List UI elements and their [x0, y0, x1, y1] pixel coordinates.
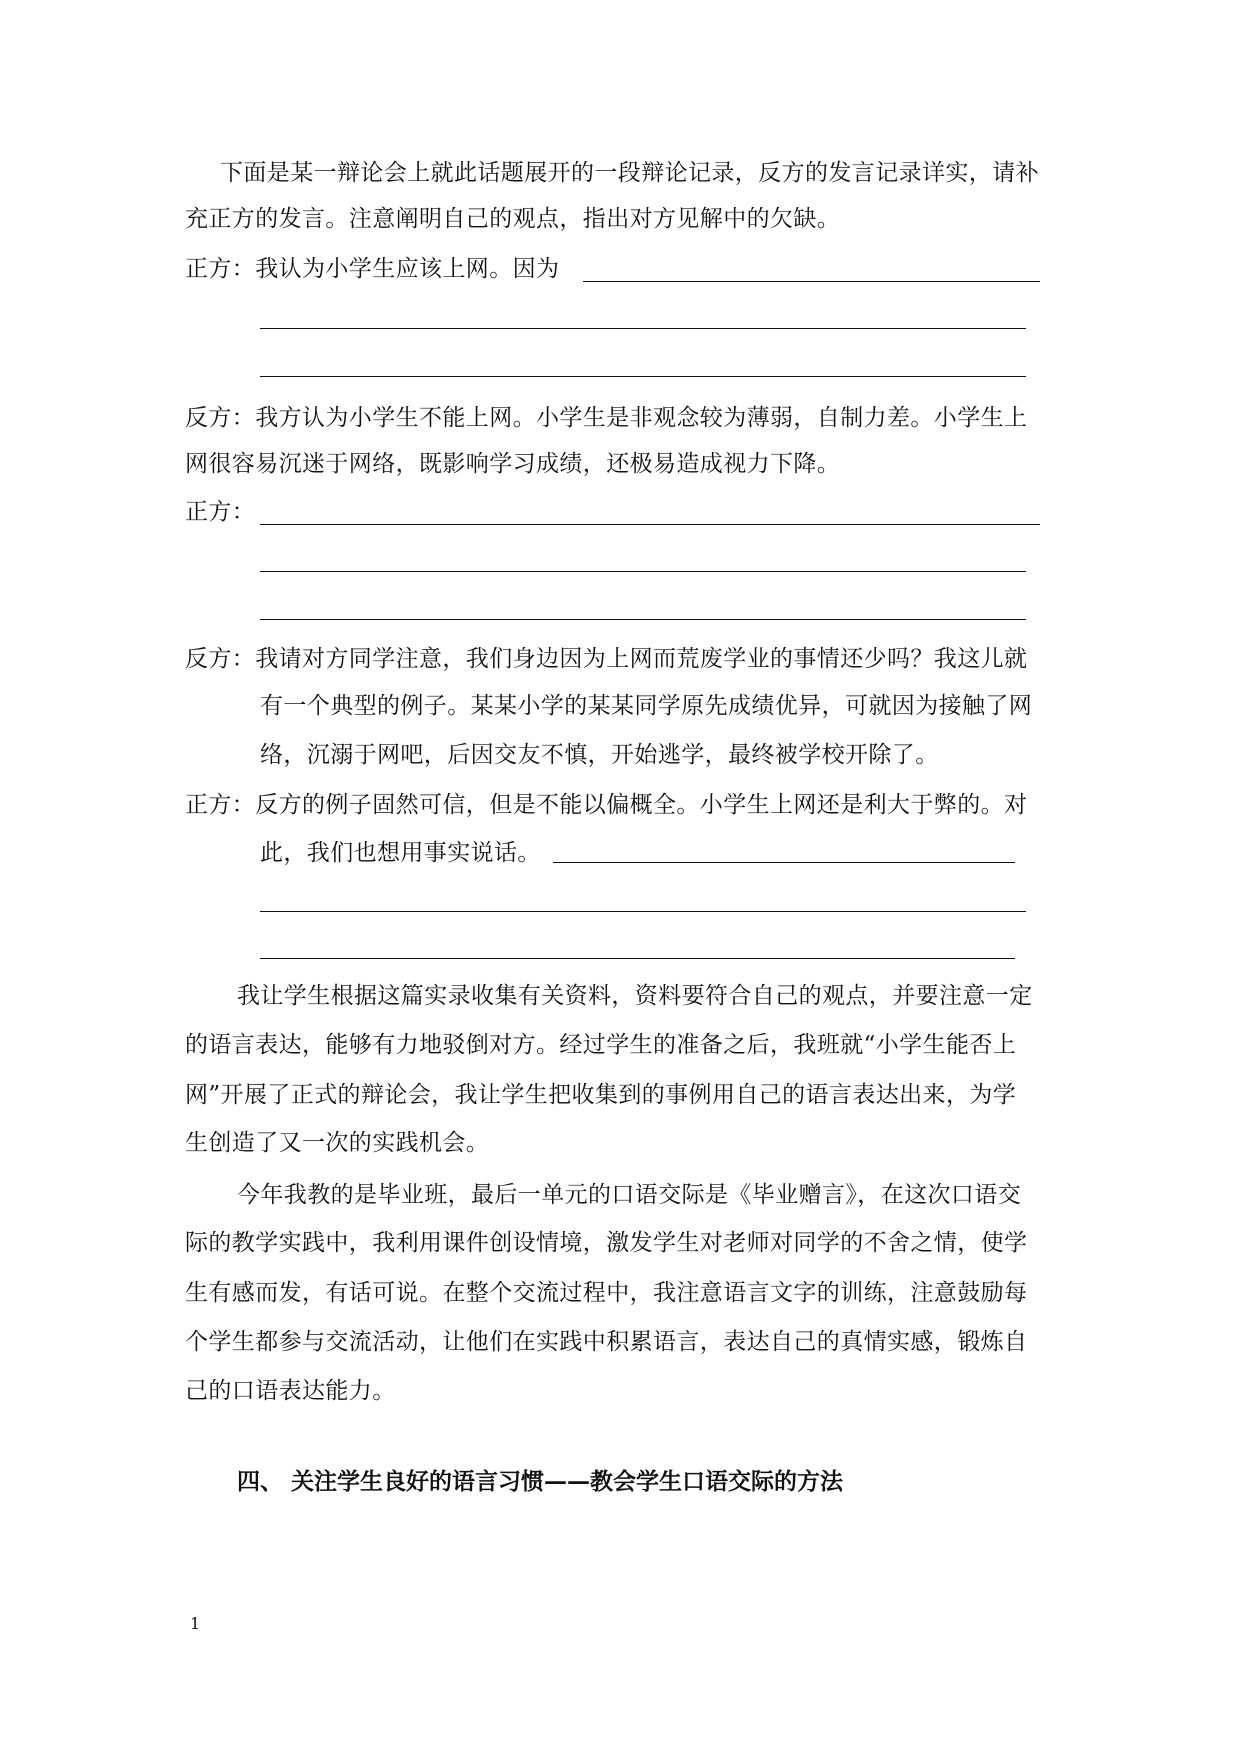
answer-blank-line[interactable] [260, 328, 1026, 329]
answer-blank-line[interactable] [260, 524, 1040, 525]
paragraph-1-line-4: 生创造了又一次的实践机会。 [185, 1130, 490, 1156]
answer-blank-line[interactable] [553, 862, 1015, 863]
answer-blank-line[interactable] [260, 911, 1026, 912]
paragraph-2-line-2: 际的教学实践中，我利用课件创设情境，激发学生对老师对同学的不舍之情，使学 [185, 1230, 1028, 1256]
page-number: 1 [190, 1614, 201, 1633]
paragraph-1-line-2: 的语言表达，能够有力地驳倒对方。经过学生的准备之后，我班就“小学生能否上 [185, 1032, 1017, 1058]
pro-statement-3-line-1: 正方：反方的例子固然可信，但是不能以偏概全。小学生上网还是利大于弊的。对 [185, 792, 1028, 818]
paragraph-2-line-5: 己的口语表达能力。 [185, 1378, 396, 1404]
intro-line-2: 充正方的发言。注意阐明自己的观点，指出对方见解中的欠缺。 [185, 206, 841, 232]
paragraph-1-line-3: 网”开展了正式的辩论会，我让学生把收集到的事例用自己的语言表达出来，为学 [185, 1082, 1017, 1108]
pro-statement-3-line-2: 此，我们也想用事实说话。 [260, 840, 541, 866]
pro-statement-1: 正方：我认为小学生应该上网。因为 [185, 256, 560, 282]
con-statement-1-line-1: 反方：我方认为小学生不能上网。小学生是非观念较为薄弱，自制力差。小学生上 [185, 405, 1028, 431]
con-statement-1-line-2: 网很容易沉迷于网络，既影响学习成绩，还极易造成视力下降。 [185, 451, 841, 477]
con-statement-2-line-1: 反方：我请对方同学注意，我们身边因为上网而荒废学业的事情还少吗？我这儿就 [185, 646, 1028, 672]
answer-blank-line[interactable] [260, 958, 1015, 959]
answer-blank-line[interactable] [260, 619, 1026, 620]
answer-blank-line[interactable] [583, 281, 1040, 282]
paragraph-1-line-1: 我让学生根据这篇实录收集有关资料，资料要符合自己的观点，并要注意一定 [237, 983, 1033, 1009]
pro-statement-2: 正方： [185, 499, 256, 525]
con-statement-2-line-3: 络，沉溺于网吧，后因交友不慎，开始逃学，最终被学校开除了。 [260, 742, 939, 768]
paragraph-2-line-1: 今年我教的是毕业班，最后一单元的口语交际是《毕业赠言》，在这次口语交 [237, 1182, 1022, 1208]
answer-blank-line[interactable] [260, 571, 1026, 572]
paragraph-2-line-3: 生有感而发，有话可说。在整个交流过程中，我注意语言文字的训练，注意鼓励每 [185, 1280, 1028, 1306]
con-statement-2-line-2: 有一个典型的例子。某某小学的某某同学原先成绩优异，可就因为接触了网 [260, 693, 1033, 719]
intro-line-1: 下面是某一辩论会上就此话题展开的一段辩论记录，反方的发言记录详实，请补 [220, 160, 1039, 186]
answer-blank-line[interactable] [260, 376, 1026, 377]
section-heading: 四、 关注学生良好的语言习惯——教会学生口语交际的方法 [237, 1468, 844, 1495]
paragraph-2-line-4: 个学生都参与交流活动，让他们在实践中积累语言，表达自己的真情实感，锻炼自 [185, 1329, 1028, 1355]
